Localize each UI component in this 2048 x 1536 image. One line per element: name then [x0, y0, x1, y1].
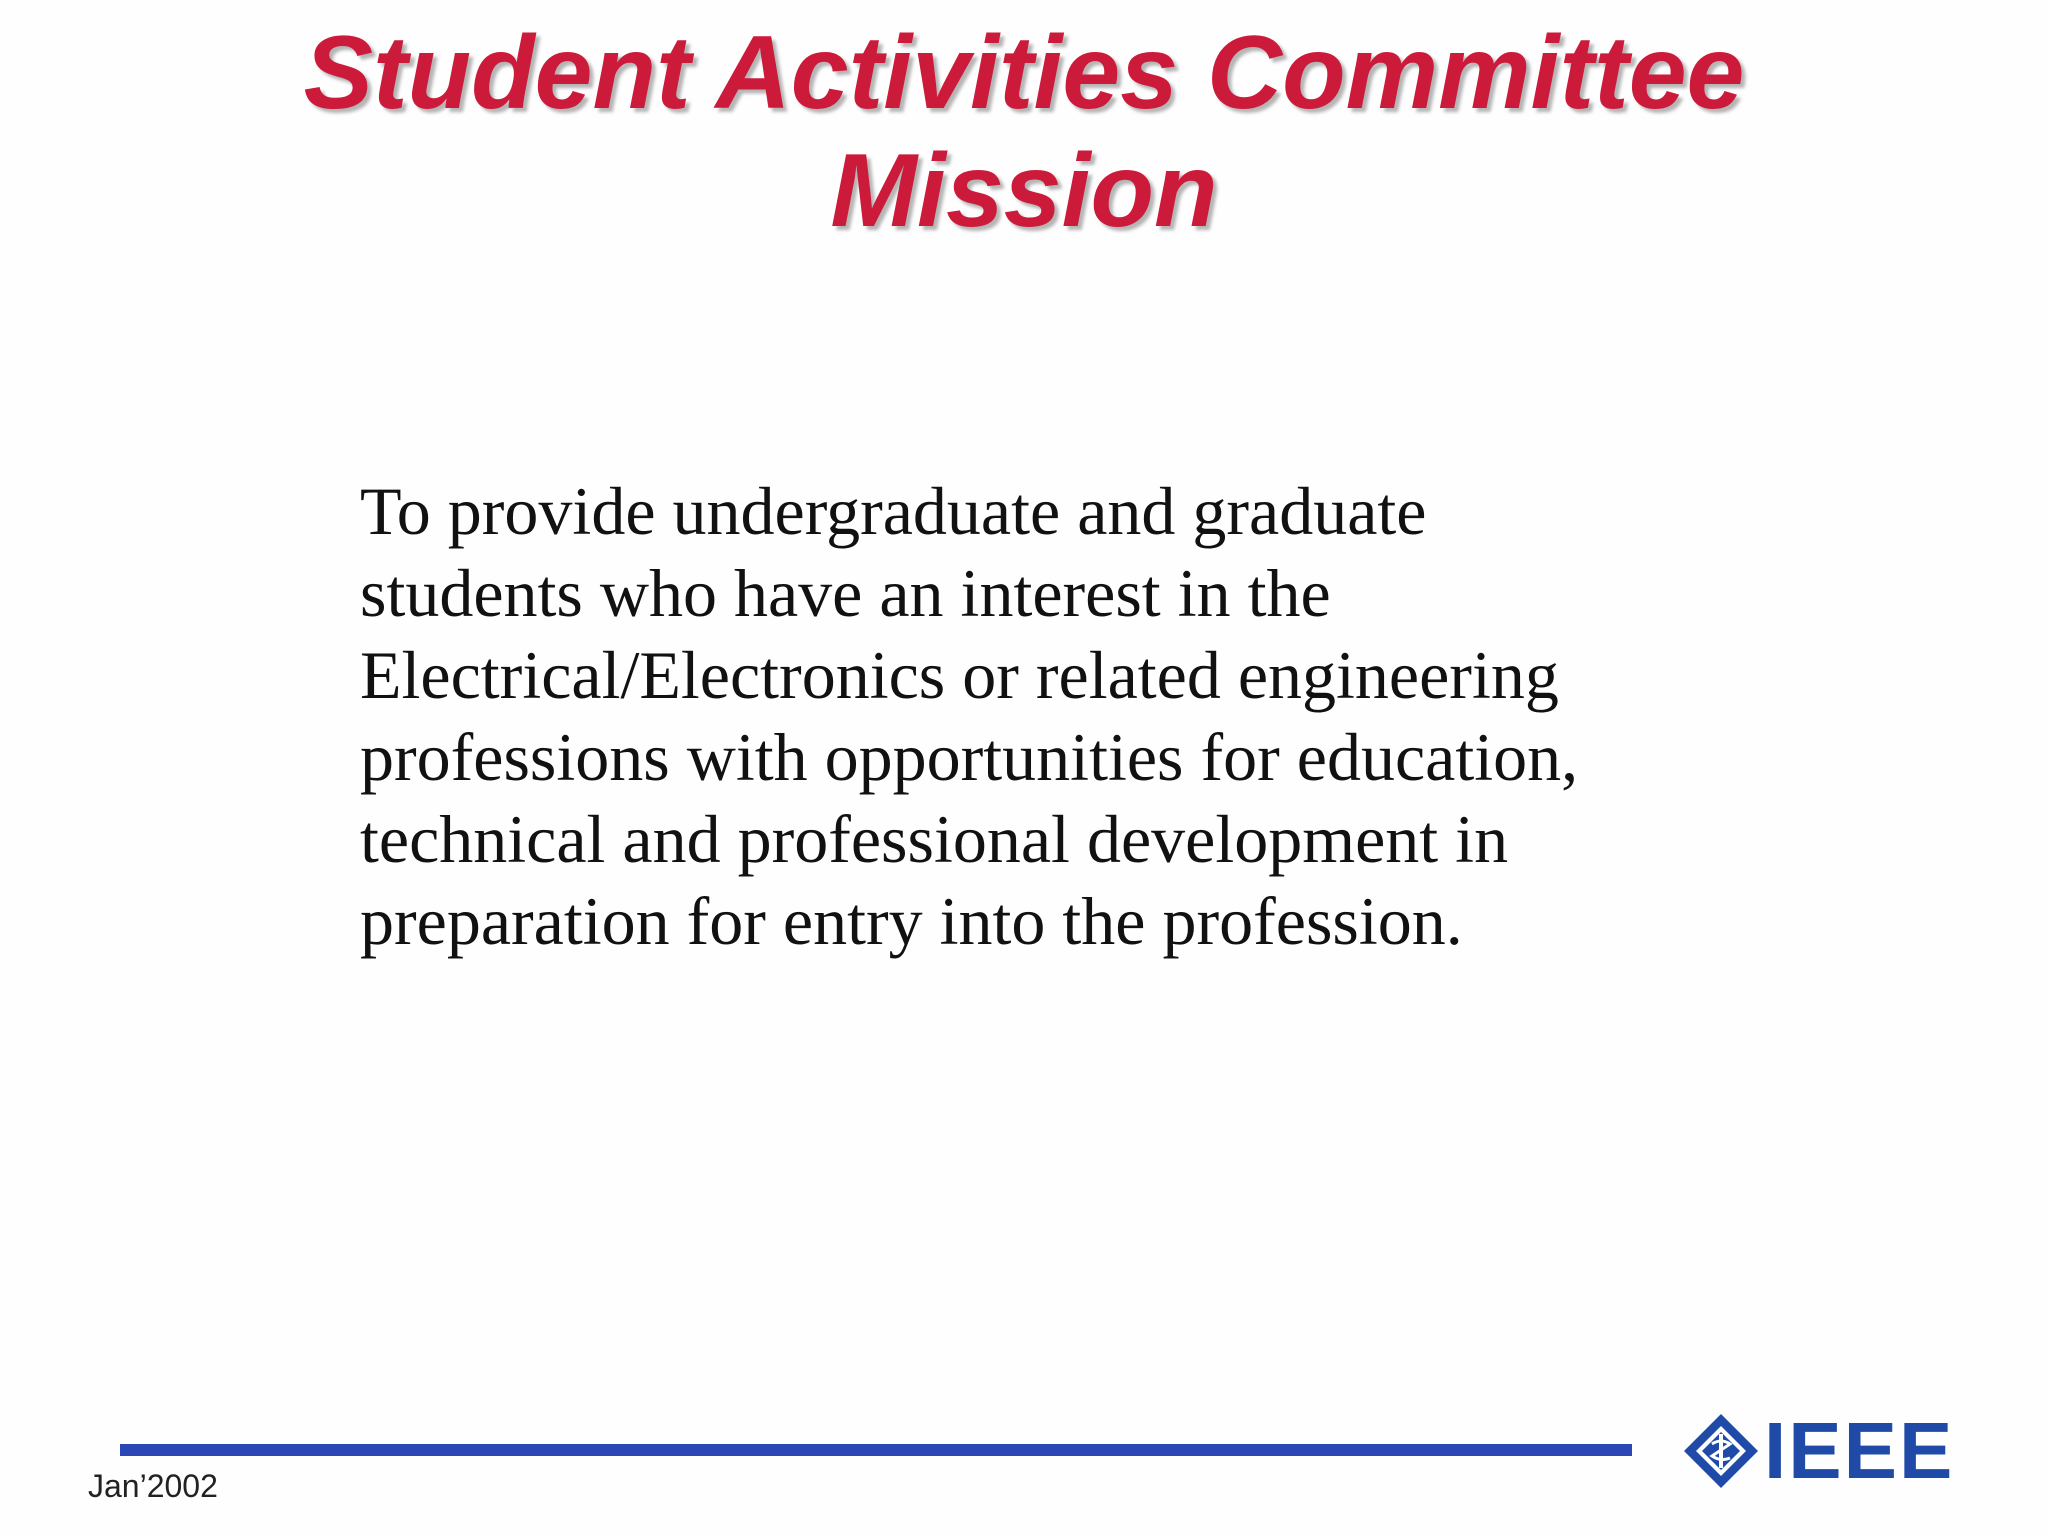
mission-statement	[360, 470, 1660, 962]
footer-divider	[120, 1444, 1632, 1456]
ieee-diamond-icon	[1682, 1412, 1760, 1490]
ieee-wordmark: IEEE	[1764, 1406, 1955, 1495]
mission-line: Electrical/Electronics or related engineering	[360, 637, 1559, 713]
mission-line: students who have an interest in the	[360, 555, 1331, 631]
title-line-1: Student Activities Committee	[303, 15, 1745, 131]
ieee-logo	[1682, 1406, 1955, 1496]
title-line-2: Mission	[830, 133, 1218, 249]
slide-title	[0, 14, 2048, 250]
mission-line: To provide undergraduate and graduate	[360, 473, 1427, 549]
mission-line: technical and professional development in	[360, 801, 1509, 877]
mission-line: professions with opportunities for education,	[360, 719, 1579, 795]
footer-date: Jan’2002	[88, 1468, 218, 1504]
mission-line: preparation for entry into the profession.	[360, 883, 1463, 959]
